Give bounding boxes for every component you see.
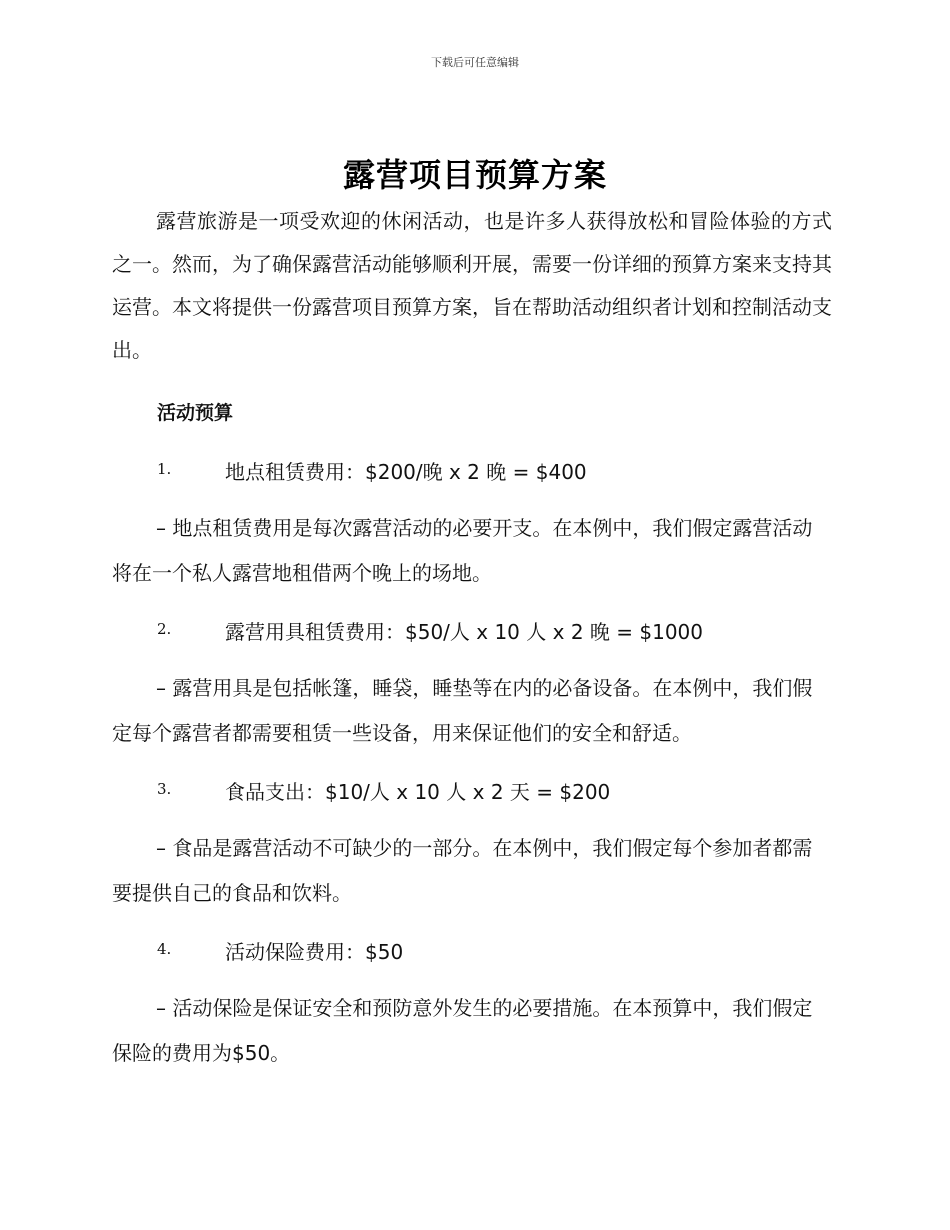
item-text: 地点租赁费用：$200/晚 x 2 晚 = $400 <box>225 460 587 484</box>
budget-item-1 <box>0 456 950 486</box>
item-text: 露营用具租赁费用：$50/人 x 10 人 x 2 晚 = $1000 <box>225 620 703 644</box>
section-title: 活动预算 <box>157 402 234 424</box>
budget-item-3 <box>0 776 950 806</box>
page-header: 下载后可任意编辑 <box>431 56 519 69</box>
intro-paragraph: 露营旅游是一项受欢迎的休闲活动，也是许多人获得放松和冒险体验的方式之一。然而，为了确保露营活动能够顺利开展，需要一份详细的预算方案来支持其运营。本文将提供一份露营项目预算方案，旨在帮助活动组织者计划和控制活动支出。 <box>112 209 832 362</box>
item-text: 食品支出：$10/人 x 10 人 x 2 天 = $200 <box>225 780 611 804</box>
item-number: 3. <box>157 780 172 798</box>
budget-item-4 <box>0 936 950 966</box>
item-number: 4. <box>157 940 172 958</box>
item-number: 1. <box>157 460 172 478</box>
item-description-1: – 地点租赁费用是每次露营活动的必要开支。在本例中，我们假定露营活动将在一个私人露营地租借两个晚上的场地。 <box>112 516 813 585</box>
item-description-2: – 露营用具是包括帐篷，睡袋，睡垫等在内的必备设备。在本例中，我们假定每个露营者都需要租赁一些设备，用来保证他们的安全和舒适。 <box>112 676 813 745</box>
item-description-3: – 食品是露营活动不可缺少的一部分。在本例中，我们假定每个参加者都需要提供自己的食品和饮料。 <box>112 836 813 905</box>
item-description-4: – 活动保险是保证安全和预防意外发生的必要措施。在本预算中，我们假定保险的费用为$50。 <box>112 996 813 1065</box>
document-title: 露营项目预算方案 <box>342 156 607 194</box>
budget-item-2 <box>0 616 950 646</box>
item-text: 活动保险费用：$50 <box>225 940 404 964</box>
item-number: 2. <box>157 620 172 638</box>
